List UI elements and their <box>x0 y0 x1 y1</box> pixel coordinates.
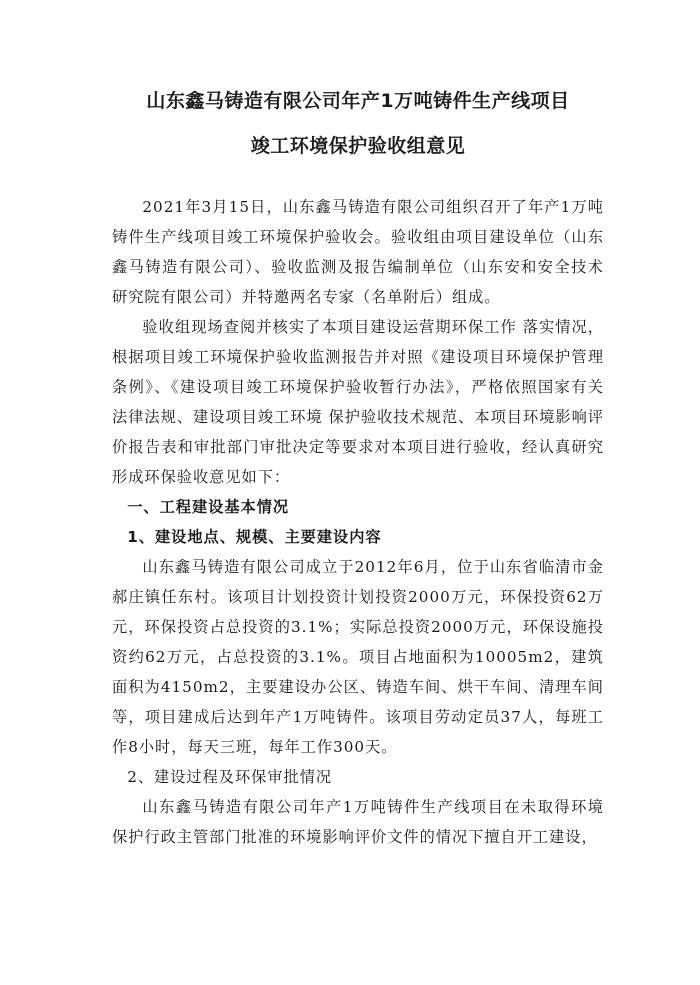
subsection-heading-location-scale: 1、建设地点、规模、主要建设内容 <box>127 528 382 546</box>
section-heading-project-overview: 一、工程建设基本情况 <box>127 498 290 516</box>
intro-paragraph: 2021年3月15日，山东鑫马铸造有限公司组织召开了年产1万吨铸件生产线项目竣工环境保护验收会。验收组由项目建设单位（山东鑫马铸造有限公司）、验收监测及报告编制单位（山东安和安全技术研究院有限公司）并特邀两名专家（名单附后）组成。 <box>112 198 604 306</box>
subsection-heading-approval: 2、建设过程及环保审批情况 <box>127 768 333 786</box>
document-title: 山东鑫马铸造有限公司年产1万吨铸件生产线项目 <box>146 90 570 112</box>
document-subtitle: 竣工环境保护验收组意见 <box>250 135 466 157</box>
approval-paragraph: 山东鑫马铸造有限公司年产1万吨铸件生产线项目在未取得环境保护行政主管部门批准的环境影响评价文件的情况下擅自开工建设， <box>112 798 604 846</box>
location-scale-paragraph: 山东鑫马铸造有限公司成立于2012年6月，位于山东省临清市金郝庄镇任东村。该项目计划投资计划投资2000万元，环保投资62万元，环保投资占总投资的3.1%；实际总投资2000万元，环保设施投资约62万元，占总投资的3.1%。项目占地面积为10005m2，建筑面积为4150m2，主要建设办公区、铸造车间、烘干车间、清理车间等，项目建成后达到年产1万吨铸件。该项目劳动定员37人，每班工作8小时，每天三班，每年工作300天。 <box>112 558 604 756</box>
review-paragraph: 验收组现场查阅并核实了本项目建设运营期环保工作 落实情况，根据项目竣工环境保护验收监测报告并对照《建设项目环境保护管理条例》、《建设项目竣工环境保护验收暂行办法》，严格依照国家有关法律法规、建设项目竣工环境 保护验收技术规范、本项目环境影响评价报告表和审批部门审批决定等要求对本项目进行验收，经认真研究形成环保验收意见如下： <box>112 318 604 486</box>
